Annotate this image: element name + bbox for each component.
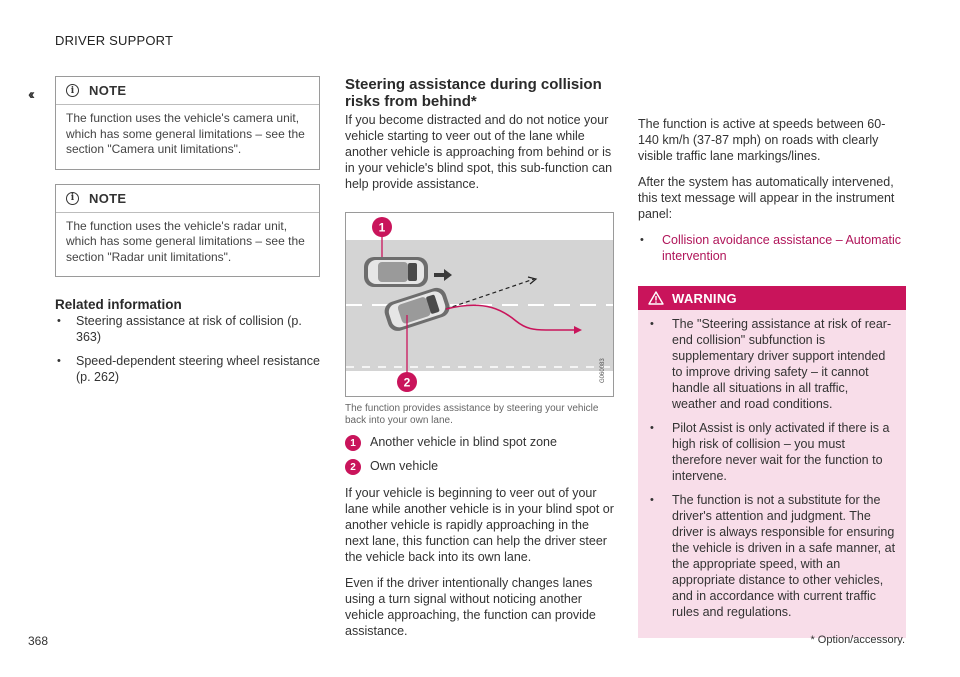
body-paragraph: After the system has automatically intervened, this text message will appear in the instrument panel: — [638, 175, 895, 221]
warning-box — [638, 286, 906, 638]
warning-header — [638, 286, 906, 310]
body-paragraph: If your vehicle is beginning to veer out of your lane while another vehicle is in your blind spot or another vehicle is rapidly approaching in the next lane, this function can help the driver steer the vehicle back into its own lane. — [345, 486, 614, 564]
warning-item: • The function is not a substitute for the driver's attention and judgment. The driver is always responsible for ensuring the vehicle is driven in a safe manner, at the appropriate speed, with an appropriate distance to other vehicles, and in accordance with current traffic rules and regulations. — [648, 492, 896, 620]
note-title: NOTE — [89, 190, 127, 206]
note-box-camera — [55, 76, 320, 170]
section-header: DRIVER SUPPORT — [55, 33, 174, 48]
note-text: The function uses the vehicle's camera unit, which has some general limitations – see the section "Camera unit limitations". — [66, 111, 305, 156]
road-illustration — [346, 213, 613, 396]
warning-item: • The "Steering assistance at risk of rear-end collision" subfunction is supplementary driver support intended to improve driving safety – it cannot handle all situations in all traffic, weather and road conditions. — [648, 316, 896, 412]
left-column — [55, 76, 320, 393]
middle-column — [345, 76, 615, 639]
legend-badge: 2 — [345, 459, 361, 475]
illustration-figure — [345, 212, 614, 397]
page-number: 368 — [28, 634, 49, 648]
message-list — [638, 232, 906, 264]
figure-code: G060083 — [600, 358, 606, 383]
related-link[interactable]: • Steering assistance at risk of collision (p. 363) — [55, 313, 320, 345]
warning-list — [638, 310, 906, 620]
instrument-message: • Collision avoidance assistance – Automatic intervention — [638, 232, 906, 264]
continuation-chevrons: ‹‹ — [28, 86, 32, 103]
legend-text: Another vehicle in blind spot zone — [370, 435, 557, 449]
note-title: NOTE — [89, 83, 127, 98]
info-icon: i — [66, 192, 79, 205]
related-heading: Related information — [55, 297, 182, 312]
note-header — [56, 185, 319, 213]
warning-item: • Pilot Assist is only activated if there is a high risk of collision – you must therefore never wait for the function to intervene. — [648, 420, 896, 484]
note-text: The function uses the vehicle's radar unit, which has some general limitations – see the section "Radar unit limitations". — [66, 218, 305, 264]
note-header — [56, 77, 319, 105]
legend-badge: 1 — [345, 435, 361, 451]
legend-text: Own vehicle — [370, 459, 439, 473]
body-paragraph: Even if the driver intentionally changes lanes using a turn signal without noticing another vehicle approaching, the function can provide assistance. — [345, 576, 596, 638]
footnote: * Option/accessory. — [810, 634, 905, 646]
body-paragraph: The function is active at speeds between 60-140 km/h (37-87 mph) on roads with clearly visible traffic lane markings/lines. — [638, 117, 886, 163]
warning-title: WARNING — [672, 290, 737, 306]
legend-item — [345, 434, 615, 451]
related-link[interactable]: • Speed-dependent steering wheel resistance (p. 262) — [55, 353, 320, 385]
warning-triangle-icon — [648, 291, 664, 305]
related-list — [55, 313, 320, 385]
info-icon: i — [66, 84, 79, 97]
article-title: Steering assistance during collision risks from behind* — [345, 76, 602, 110]
callout-1-label: 1 — [378, 220, 386, 235]
article-intro: If you become distracted and do not notice your vehicle starting to veer out of the lane while another vehicle is approaching from behind or is in your vehicle's blind spot, this sub-function can help provide assistance. — [345, 113, 613, 191]
figure-caption: The function provides assistance by steering your vehicle back into your own lane. — [345, 403, 599, 426]
right-column — [638, 76, 906, 638]
note-box-radar — [55, 184, 320, 278]
other-vehicle — [364, 257, 428, 287]
legend-item — [345, 458, 615, 475]
callout-2-label: 2 — [403, 375, 411, 390]
